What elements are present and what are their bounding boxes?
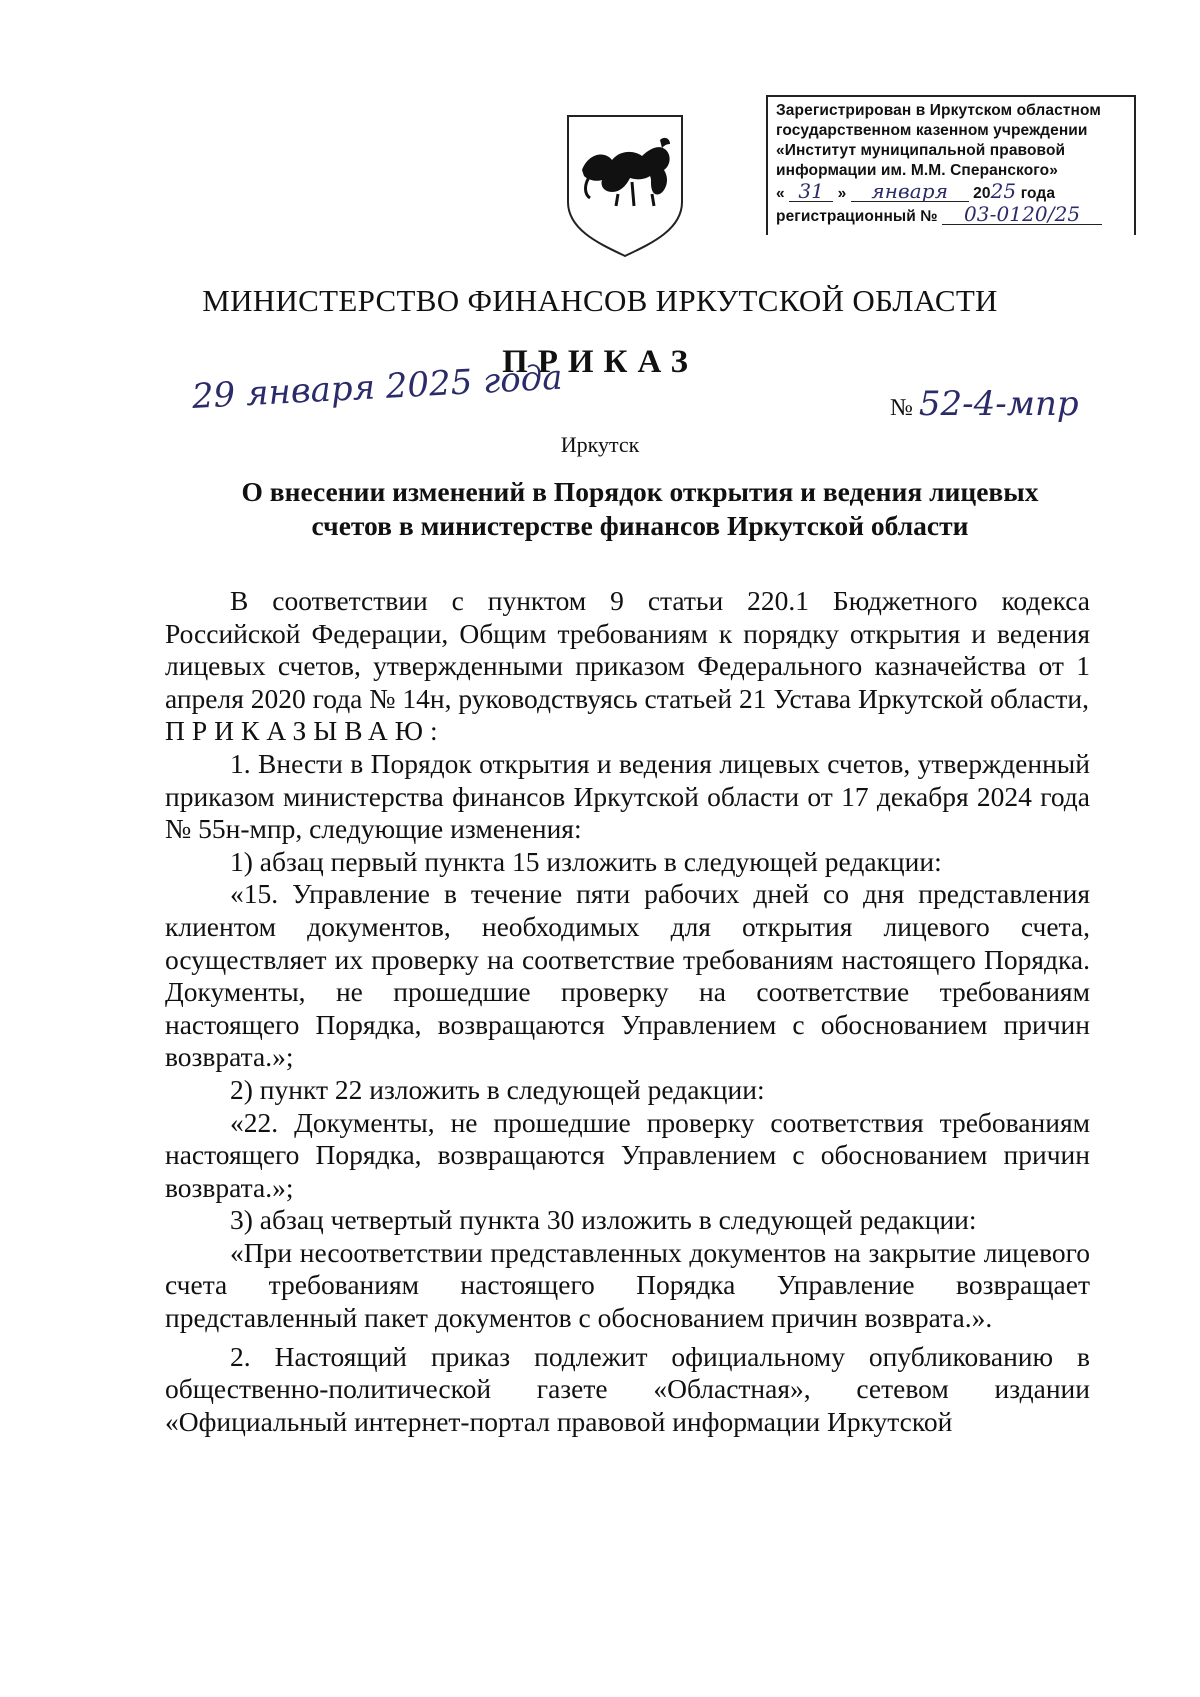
stamp-line: Зарегистрирован в Иркутском областном bbox=[776, 102, 1101, 119]
document-type-title: ПРИКАЗ bbox=[502, 344, 698, 380]
stamp-date-line bbox=[776, 181, 1128, 204]
order-word: ПРИКАЗЫВАЮ: bbox=[165, 715, 445, 747]
registration-stamp bbox=[766, 95, 1136, 235]
subject-line: счетов в министерстве финансов Иркутской области bbox=[311, 510, 969, 541]
city: Иркутск bbox=[560, 432, 640, 457]
stamp-reg-label: регистрационный № bbox=[776, 208, 938, 225]
subitem-3-text: «При несоответствии представленных документов на закрытие лицевого счета требованиям настоящего Порядка Управление возвращает представленный пакет документов с обоснованием причин возврата.». bbox=[165, 1236, 1090, 1334]
stamp-year-prefix: 20 bbox=[973, 185, 991, 202]
item-1-paragraph: 1. Внести в Порядок открытия и ведения лицевых счетов, утвержденный приказом министерства финансов Иркутской области от 17 декабря 2024 года № 55н-мпр, следующие изменения: bbox=[165, 747, 1090, 845]
item-2-paragraph: 2. Настоящий приказ подлежит официальному опубликованию в общественно-политической газете «Областная», сетевом издании «Официальный интернет-портал правовой информации Иркутской bbox=[165, 1340, 1090, 1437]
handwritten-date: 29 января 2025 года bbox=[190, 357, 564, 417]
stamp-year-word: года bbox=[1020, 185, 1056, 202]
document-body bbox=[165, 585, 1090, 1438]
subitem-1: 1) абзац первый пункта 15 изложить в следующей редакции: bbox=[230, 845, 942, 877]
stamp-month: января bbox=[851, 181, 969, 202]
stamp-reg-number: 03-0120/25 bbox=[942, 204, 1102, 225]
number-sign: № bbox=[890, 395, 913, 421]
stamp-line: «Институт муниципальной правовой bbox=[776, 142, 1066, 159]
coat-of-arms-emblem bbox=[560, 110, 690, 258]
subitem-3: 3) абзац четвертый пункта 30 изложить в следующей редакции: bbox=[230, 1204, 977, 1236]
subitem-2-text: «22. Документы, не прошедшие проверку соответствия требованиям настоящего Порядка, возвращаются Управлением с обоснованием причин возврата.»; bbox=[165, 1106, 1090, 1203]
preamble-paragraph: В соответствии с пунктом 9 статьи 220.1 Бюджетного кодекса Российской Федерации, Общим требованиям к порядку открытия и ведения лицевых счетов, утвержденными приказом Федерального казначейства от 1 апреля 2020 года № 14н, руководствуясь статьей 21 Устава Иркутской области, bbox=[165, 585, 1090, 714]
document-subject bbox=[230, 475, 1050, 543]
subitem-2: 2) пункт 22 изложить в следующей редакции: bbox=[230, 1073, 765, 1105]
stamp-line: информации им. М.М. Сперанского» bbox=[776, 162, 1058, 179]
handwritten-number: 52-4-мпр bbox=[918, 384, 1079, 424]
subject-line: О внесении изменений в Порядок открытия и ведения лицевых bbox=[241, 476, 1039, 507]
stamp-year-suffix: 25 bbox=[990, 179, 1017, 203]
stamp-quote-open: « bbox=[776, 185, 785, 202]
ministry-name: МИНИСТЕРСТВО ФИНАНСОВ ИРКУТСКОЙ ОБЛАСТИ bbox=[202, 283, 998, 318]
stamp-reg-line bbox=[776, 204, 1128, 227]
stamp-day: 31 bbox=[789, 181, 833, 202]
subitem-1-text: «15. Управление в течение пяти рабочих дней со дня представления клиентом документов, необходимых для открытия лицевого счета, осуществляет их проверку на соответствие требованиям настоящего Порядка. Документы, не прошедшие проверку на соответствие требованиям настоящего Порядка, возвращаются Управлением с обоснованием причин возврата.»; bbox=[165, 878, 1090, 1073]
stamp-line: государственном казенном учреждении bbox=[776, 122, 1088, 139]
stamp-quote-close: » bbox=[837, 185, 847, 202]
order-number bbox=[890, 384, 1079, 424]
